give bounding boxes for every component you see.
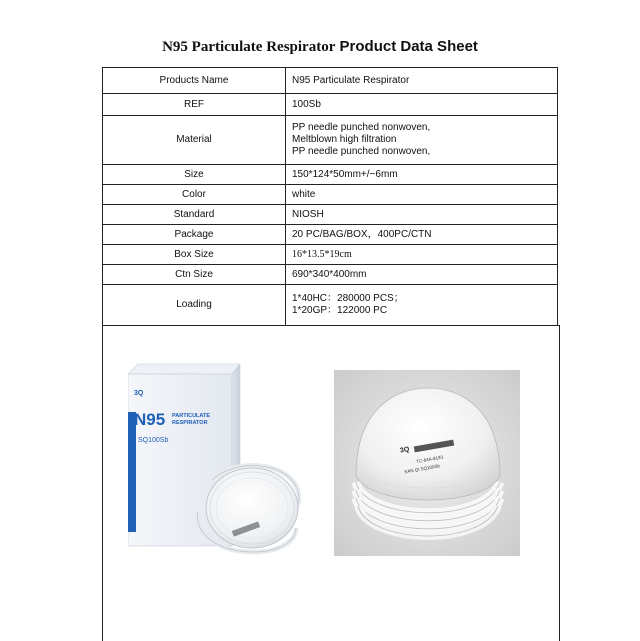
row-value: NIOSH xyxy=(286,205,558,225)
row-label: Size xyxy=(103,165,286,185)
box-brand-text: 3Q xyxy=(134,390,144,397)
row-value xyxy=(286,285,558,326)
page-title xyxy=(0,38,640,56)
row-value xyxy=(286,116,558,165)
material-line: PP needle punched nonwoven, xyxy=(292,146,431,157)
stacked-mask-image xyxy=(334,370,520,556)
table-row xyxy=(103,185,558,205)
material-line: PP needle punched nonwoven, xyxy=(292,122,431,133)
row-value: white xyxy=(286,185,558,205)
table-row xyxy=(103,205,558,225)
product-box-image xyxy=(128,362,313,562)
table-row xyxy=(103,165,558,185)
box-line1-text: PARTICULATE xyxy=(172,413,210,419)
row-value: 20 PC/BAG/BOX，400PC/CTN xyxy=(286,225,558,245)
row-value: N95 Particulate Respirator xyxy=(286,68,558,94)
box-line2-text: RESPIRATOR xyxy=(172,420,208,426)
row-label: Ctn Size xyxy=(103,265,286,285)
row-value: 690*340*400mm xyxy=(286,265,558,285)
row-value: 150*124*50mm+/−6mm xyxy=(286,165,558,185)
row-label: Loading xyxy=(103,285,286,326)
row-label: Box Size xyxy=(103,245,286,265)
table-row xyxy=(103,285,558,326)
material-line: Meltblown high filtration xyxy=(292,134,397,145)
box-model-text: SQ100Sb xyxy=(138,437,169,444)
loading-line: 1*20GP：122000 PC xyxy=(292,305,388,316)
spec-table xyxy=(102,67,558,326)
table-row xyxy=(103,94,558,116)
row-value: 100Sb xyxy=(286,94,558,116)
title-sheet-label: Product Data Sheet xyxy=(339,38,478,55)
mask-brand-text: 3Q xyxy=(399,446,410,455)
row-label: Package xyxy=(103,225,286,245)
table-row xyxy=(103,225,558,245)
row-label: Standard xyxy=(103,205,286,225)
mask-print-line2: SAN QI SQ100Sb xyxy=(403,463,441,475)
row-label: REF xyxy=(103,94,286,116)
table-row xyxy=(103,116,558,165)
row-label: Products Name xyxy=(103,68,286,94)
table-row xyxy=(103,245,558,265)
table-row xyxy=(103,68,558,94)
row-label: Material xyxy=(103,116,286,165)
row-value: 16*13.5*19cm xyxy=(286,245,558,265)
loading-line: 1*40HC：280000 PCS； xyxy=(292,293,404,304)
box-n95-text: N95 xyxy=(134,410,166,429)
table-row xyxy=(103,265,558,285)
mask-print-line1: TC-84A-8193 xyxy=(415,454,444,465)
row-label: Color xyxy=(103,185,286,205)
title-product-name: N95 Particulate Respirator xyxy=(162,39,336,55)
